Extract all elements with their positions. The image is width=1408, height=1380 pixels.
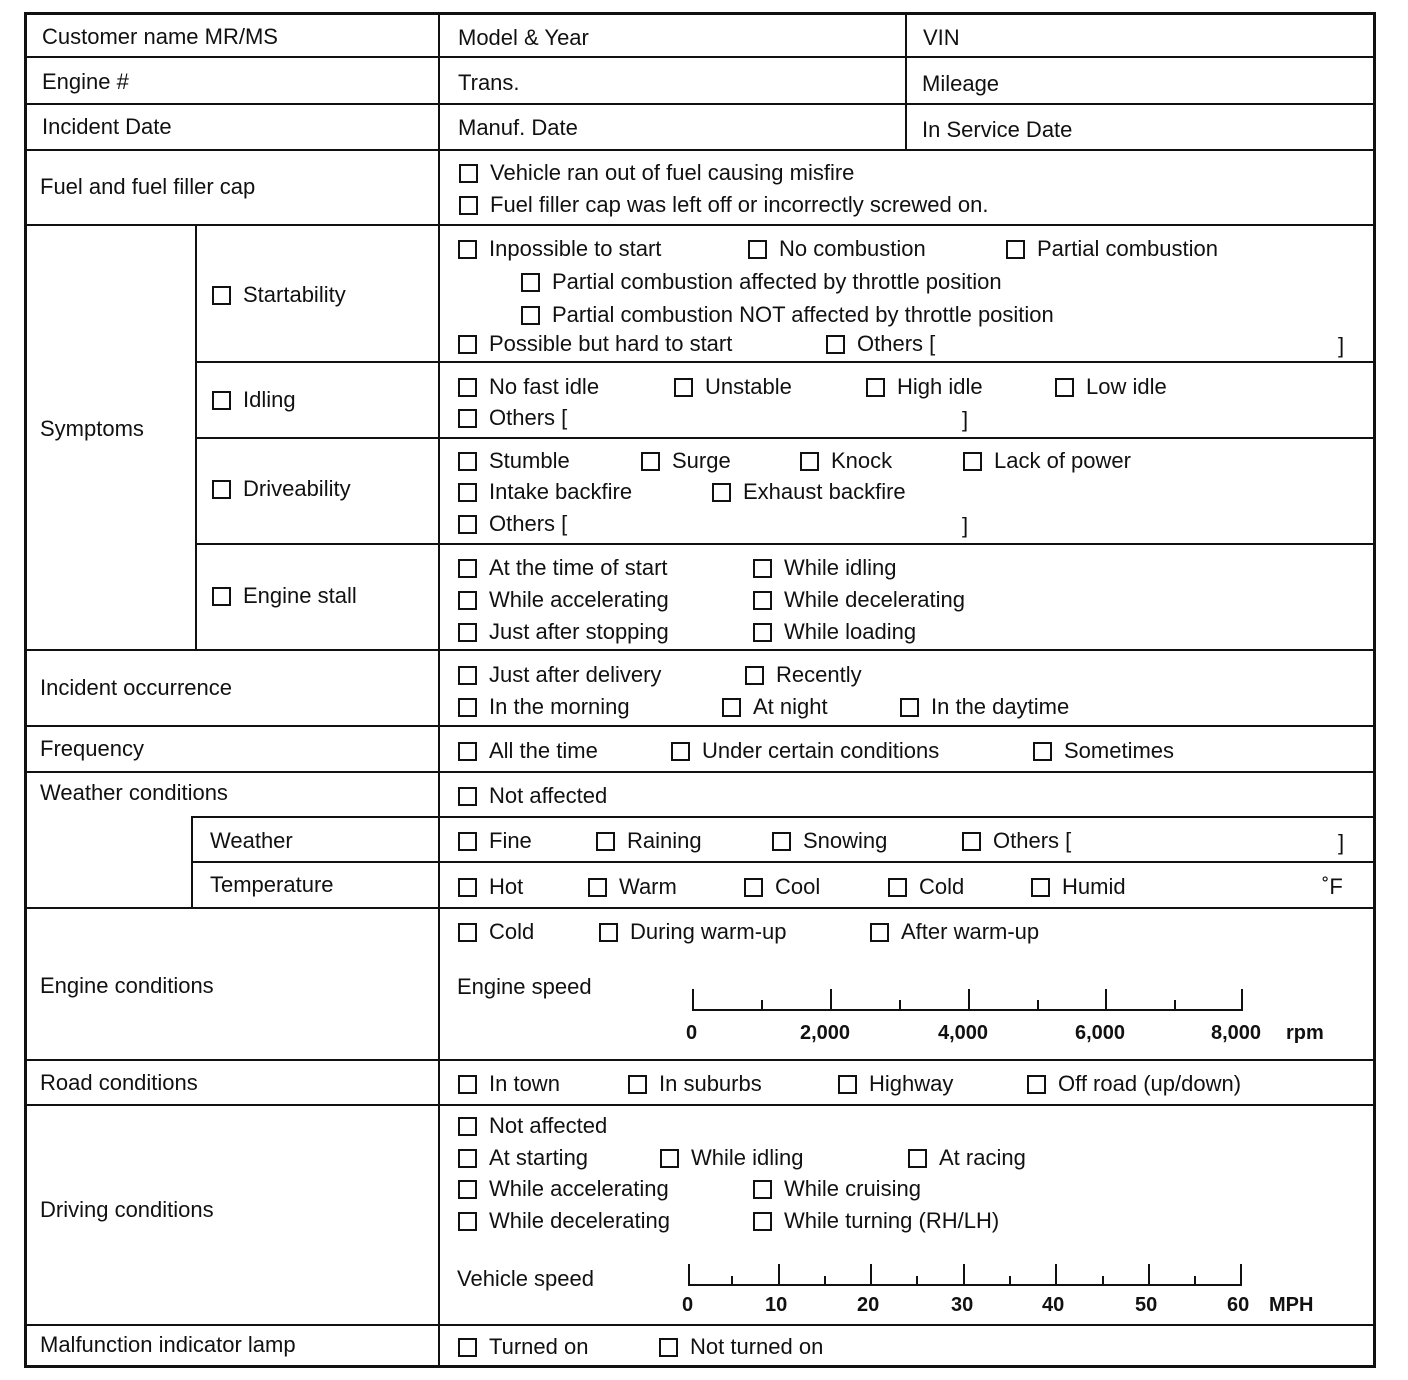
bracket-close: ]	[962, 407, 969, 432]
checkbox[interactable]	[458, 1149, 477, 1168]
model-year-label: Model & Year	[458, 25, 589, 50]
fuel-label: Fuel and fuel filler cap	[40, 174, 256, 199]
rule	[196, 437, 1376, 439]
vehicle-speed-label: Vehicle speed	[457, 1266, 594, 1291]
trans-label: Trans.	[458, 70, 520, 95]
scale-tick	[1174, 1000, 1176, 1011]
checkbox[interactable]	[753, 559, 772, 578]
scale-tick	[778, 1264, 780, 1286]
weather-others-option[interactable]: Others [	[962, 830, 1071, 852]
driving-conditions-label: Driving conditions	[40, 1197, 214, 1222]
checkbox[interactable]	[458, 240, 477, 259]
scale-tick	[1240, 1264, 1242, 1286]
vehicle-scale-label: 20	[857, 1294, 880, 1316]
exhaust-backfire-option[interactable]: Exhaust backfire	[712, 481, 906, 503]
scale-tick	[692, 989, 694, 1011]
no-fast-idle-option[interactable]: No fast idle	[458, 376, 599, 398]
fine-option[interactable]: Fine	[458, 830, 532, 852]
sometimes-option[interactable]: Sometimes	[1033, 740, 1174, 762]
checkbox[interactable]	[458, 559, 477, 578]
rule	[195, 224, 197, 649]
hard-to-start-option[interactable]: Possible but hard to start	[458, 333, 732, 355]
stumble-option[interactable]: Stumble	[458, 450, 570, 472]
driving-not-affected-option[interactable]: Not affected	[458, 1115, 607, 1137]
driving-idling-option[interactable]: While idling	[660, 1147, 804, 1169]
frequency-label: Frequency	[40, 736, 144, 761]
mil-label: Malfunction indicator lamp	[40, 1332, 296, 1357]
checkbox[interactable]	[753, 1212, 772, 1231]
rule	[192, 861, 1376, 863]
weather-conditions-label: Weather conditions	[40, 780, 228, 805]
startability-others-option[interactable]: Others [	[826, 333, 935, 355]
at-racing-option[interactable]: At racing	[908, 1147, 1026, 1169]
checkbox[interactable]	[596, 832, 615, 851]
fahrenheit-unit: ˚F	[1322, 874, 1343, 899]
rule	[24, 149, 1376, 151]
driveability-option[interactable]: Driveability	[212, 478, 351, 500]
checkbox[interactable]	[659, 1338, 678, 1357]
manuf-date-label: Manuf. Date	[458, 115, 578, 140]
scale-tick	[963, 1264, 965, 1286]
startability-option[interactable]: Startability	[212, 284, 346, 306]
rule	[24, 103, 1376, 105]
checkbox[interactable]	[458, 1117, 477, 1136]
checkbox[interactable]	[521, 273, 540, 292]
scale-tick	[731, 1276, 733, 1286]
engine-speed-label: Engine speed	[457, 974, 592, 999]
checkbox[interactable]	[458, 742, 477, 761]
vehicle-speed-scale	[688, 1284, 1242, 1286]
scale-tick	[1009, 1276, 1011, 1286]
checkbox[interactable]	[674, 378, 693, 397]
checkbox[interactable]	[458, 591, 477, 610]
in-suburbs-option[interactable]: In suburbs	[628, 1073, 762, 1095]
checkbox[interactable]	[459, 164, 478, 183]
surge-option[interactable]: Surge	[641, 450, 731, 472]
incident-date-label: Incident Date	[42, 114, 172, 139]
rule	[905, 12, 907, 149]
scale-tick	[870, 1264, 872, 1286]
bracket-close: ]	[1338, 830, 1345, 855]
vehicle-scale-label: 60	[1227, 1294, 1250, 1316]
during-warm-up-option[interactable]: During warm-up	[599, 921, 787, 943]
cool-option[interactable]: Cool	[744, 876, 820, 898]
rule	[24, 56, 1376, 58]
stall-after-stopping-option[interactable]: Just after stopping	[458, 621, 669, 643]
stall-while-idling-option[interactable]: While idling	[753, 557, 897, 579]
checkbox[interactable]	[838, 1075, 857, 1094]
vin-label: VIN	[923, 25, 960, 50]
off-road-option[interactable]: Off road (up/down)	[1027, 1073, 1241, 1095]
mil-not-turned-on-option[interactable]: Not turned on	[659, 1336, 823, 1358]
checkbox[interactable]	[1033, 742, 1052, 761]
incident-occurrence-label: Incident occurrence	[40, 675, 232, 700]
lack-of-power-option[interactable]: Lack of power	[963, 450, 1131, 472]
checkbox[interactable]	[772, 832, 791, 851]
checkbox[interactable]	[458, 515, 477, 534]
engine-number-label: Engine #	[42, 69, 129, 94]
in-service-date-label: In Service Date	[922, 117, 1073, 142]
checkbox[interactable]	[745, 666, 764, 685]
checkbox[interactable]	[963, 452, 982, 471]
checkbox[interactable]	[458, 452, 477, 471]
engine-scale-label: 8,000	[1211, 1022, 1262, 1044]
rule	[24, 907, 1376, 909]
mph-unit: MPH	[1269, 1294, 1314, 1316]
intake-backfire-option[interactable]: Intake backfire	[458, 481, 632, 503]
checkbox[interactable]	[870, 923, 889, 942]
rpm-unit: rpm	[1286, 1022, 1324, 1044]
rule	[196, 543, 1376, 545]
vehicle-scale-label: 10	[765, 1294, 788, 1316]
bracket-close: ]	[1338, 333, 1345, 358]
rule	[196, 361, 1376, 363]
symptoms-label: Symptoms	[40, 416, 144, 441]
rule	[24, 1104, 1376, 1106]
checkbox[interactable]	[458, 832, 477, 851]
scale-tick	[761, 1000, 763, 1011]
knock-option[interactable]: Knock	[800, 450, 892, 472]
rule	[24, 649, 1376, 651]
recently-option[interactable]: Recently	[745, 664, 862, 686]
humid-option[interactable]: Humid	[1031, 876, 1126, 898]
checkbox[interactable]	[866, 378, 885, 397]
stall-decelerating-option[interactable]: While decelerating	[753, 589, 965, 611]
snowing-option[interactable]: Snowing	[772, 830, 887, 852]
engine-scale-label: 4,000	[938, 1022, 989, 1044]
rule	[24, 1059, 1376, 1061]
checkbox[interactable]	[1027, 1075, 1046, 1094]
rule	[192, 816, 1376, 818]
checkbox[interactable]	[908, 1149, 927, 1168]
rule	[24, 224, 1376, 226]
bracket-close: ]	[962, 513, 969, 538]
in-town-option[interactable]: In town	[458, 1073, 560, 1095]
vehicle-scale-label: 0	[682, 1294, 694, 1316]
high-idle-option[interactable]: High idle	[866, 376, 983, 398]
vehicle-scale-label: 30	[951, 1294, 974, 1316]
checkbox[interactable]	[458, 698, 477, 717]
after-warm-up-option[interactable]: After warm-up	[870, 921, 1039, 943]
night-option[interactable]: At night	[722, 696, 828, 718]
checkbox[interactable]	[1006, 240, 1025, 259]
driveability-others-option[interactable]: Others [	[458, 513, 567, 535]
checkbox[interactable]	[588, 878, 607, 897]
engine-scale-label: 0	[686, 1022, 698, 1044]
impossible-to-start-option[interactable]: Inpossible to start	[458, 238, 661, 260]
scale-tick	[824, 1276, 826, 1286]
engine-cold-option[interactable]: Cold	[458, 921, 534, 943]
vehicle-scale-label: 40	[1042, 1294, 1065, 1316]
engine-scale-label: 2,000	[800, 1022, 851, 1044]
vehicle-scale-label: 50	[1135, 1294, 1158, 1316]
scale-tick	[1105, 989, 1107, 1011]
checkbox[interactable]	[458, 1180, 477, 1199]
scale-tick	[968, 989, 970, 1011]
scale-tick	[1037, 1000, 1039, 1011]
rule	[24, 725, 1376, 727]
engine-stall-option[interactable]: Engine stall	[212, 585, 357, 607]
checkbox[interactable]	[962, 832, 981, 851]
idling-others-option[interactable]: Others [	[458, 407, 567, 429]
scale-tick	[1148, 1264, 1150, 1286]
mileage-label: Mileage	[922, 71, 1000, 96]
weather-not-affected-option[interactable]: Not affected	[458, 785, 607, 807]
stall-at-start-option[interactable]: At the time of start	[458, 557, 668, 579]
checkbox[interactable]	[458, 923, 477, 942]
checkbox[interactable]	[212, 286, 231, 305]
checkbox[interactable]	[458, 483, 477, 502]
stall-loading-option[interactable]: While loading	[753, 621, 916, 643]
scale-tick	[916, 1276, 918, 1286]
at-starting-option[interactable]: At starting	[458, 1147, 588, 1169]
mil-turned-on-option[interactable]: Turned on	[458, 1336, 588, 1358]
scale-tick	[1055, 1264, 1057, 1286]
checkbox[interactable]	[712, 483, 731, 502]
customer-name-label: Customer name MR/MS	[42, 24, 278, 49]
checkbox[interactable]	[458, 335, 477, 354]
scale-tick	[899, 1000, 901, 1011]
cold-option[interactable]: Cold	[888, 876, 964, 898]
engine-conditions-label: Engine conditions	[40, 973, 214, 998]
temperature-label: Temperature	[210, 872, 334, 897]
checkbox[interactable]	[599, 923, 618, 942]
checkbox[interactable]	[900, 698, 919, 717]
driving-decelerating-option[interactable]: While decelerating	[458, 1210, 670, 1232]
daytime-option[interactable]: In the daytime	[900, 696, 1069, 718]
stall-accelerating-option[interactable]: While accelerating	[458, 589, 669, 611]
checkbox[interactable]	[458, 878, 477, 897]
checkbox[interactable]	[212, 480, 231, 499]
driving-accelerating-option[interactable]: While accelerating	[458, 1178, 669, 1200]
checkbox[interactable]	[888, 878, 907, 897]
raining-option[interactable]: Raining	[596, 830, 702, 852]
fuel-ran-out-option[interactable]: Vehicle ran out of fuel causing misfire	[459, 162, 854, 184]
checkbox[interactable]	[458, 409, 477, 428]
scale-tick	[1194, 1276, 1196, 1286]
checkbox[interactable]	[458, 378, 477, 397]
checkbox[interactable]	[722, 698, 741, 717]
partial-combustion-option[interactable]: Partial combustion	[1006, 238, 1218, 260]
checkbox[interactable]	[212, 391, 231, 410]
cruising-option[interactable]: While cruising	[753, 1178, 921, 1200]
hot-option[interactable]: Hot	[458, 876, 523, 898]
rule	[438, 12, 440, 1368]
idling-option[interactable]: Idling	[212, 389, 296, 411]
checkbox[interactable]	[800, 452, 819, 471]
certain-conditions-option[interactable]: Under certain conditions	[671, 740, 939, 762]
checkbox[interactable]	[628, 1075, 647, 1094]
checkbox[interactable]	[521, 306, 540, 325]
fuel-cap-option[interactable]: Fuel filler cap was left off or incorrectly screwed on.	[459, 194, 988, 216]
morning-option[interactable]: In the morning	[458, 696, 630, 718]
checkbox[interactable]	[458, 1075, 477, 1094]
checkbox[interactable]	[744, 878, 763, 897]
scale-tick	[1241, 989, 1243, 1011]
checkbox[interactable]	[753, 623, 772, 642]
turning-option[interactable]: While turning (RH/LH)	[753, 1210, 999, 1232]
checkbox[interactable]	[1031, 878, 1050, 897]
highway-option[interactable]: Highway	[838, 1073, 953, 1095]
scale-tick	[830, 989, 832, 1011]
checkbox[interactable]	[458, 787, 477, 806]
checkbox[interactable]	[458, 623, 477, 642]
engine-scale-label: 6,000	[1075, 1022, 1126, 1044]
rule	[24, 771, 1376, 773]
checkbox[interactable]	[458, 1338, 477, 1357]
weather-label: Weather	[210, 828, 293, 853]
checkbox[interactable]	[1055, 378, 1074, 397]
checkbox[interactable]	[671, 742, 690, 761]
checkbox[interactable]	[748, 240, 767, 259]
scale-tick	[688, 1264, 690, 1286]
rule	[24, 1324, 1376, 1326]
scale-tick	[1102, 1276, 1104, 1286]
checkbox[interactable]	[458, 1212, 477, 1231]
no-combustion-option[interactable]: No combustion	[748, 238, 926, 260]
checkbox[interactable]	[459, 196, 478, 215]
checkbox[interactable]	[641, 452, 660, 471]
warm-option[interactable]: Warm	[588, 876, 677, 898]
checkbox[interactable]	[458, 666, 477, 685]
after-delivery-option[interactable]: Just after delivery	[458, 664, 661, 686]
unstable-option[interactable]: Unstable	[674, 376, 792, 398]
checkbox[interactable]	[826, 335, 845, 354]
checkbox[interactable]	[212, 587, 231, 606]
partial-affected-option[interactable]: Partial combustion affected by throttle position	[521, 271, 1002, 293]
checkbox[interactable]	[660, 1149, 679, 1168]
low-idle-option[interactable]: Low idle	[1055, 376, 1167, 398]
road-conditions-label: Road conditions	[40, 1070, 198, 1095]
checkbox[interactable]	[753, 591, 772, 610]
rule	[191, 816, 193, 907]
partial-not-affected-option[interactable]: Partial combustion NOT affected by throttle position	[521, 304, 1054, 326]
checkbox[interactable]	[753, 1180, 772, 1199]
all-the-time-option[interactable]: All the time	[458, 740, 598, 762]
